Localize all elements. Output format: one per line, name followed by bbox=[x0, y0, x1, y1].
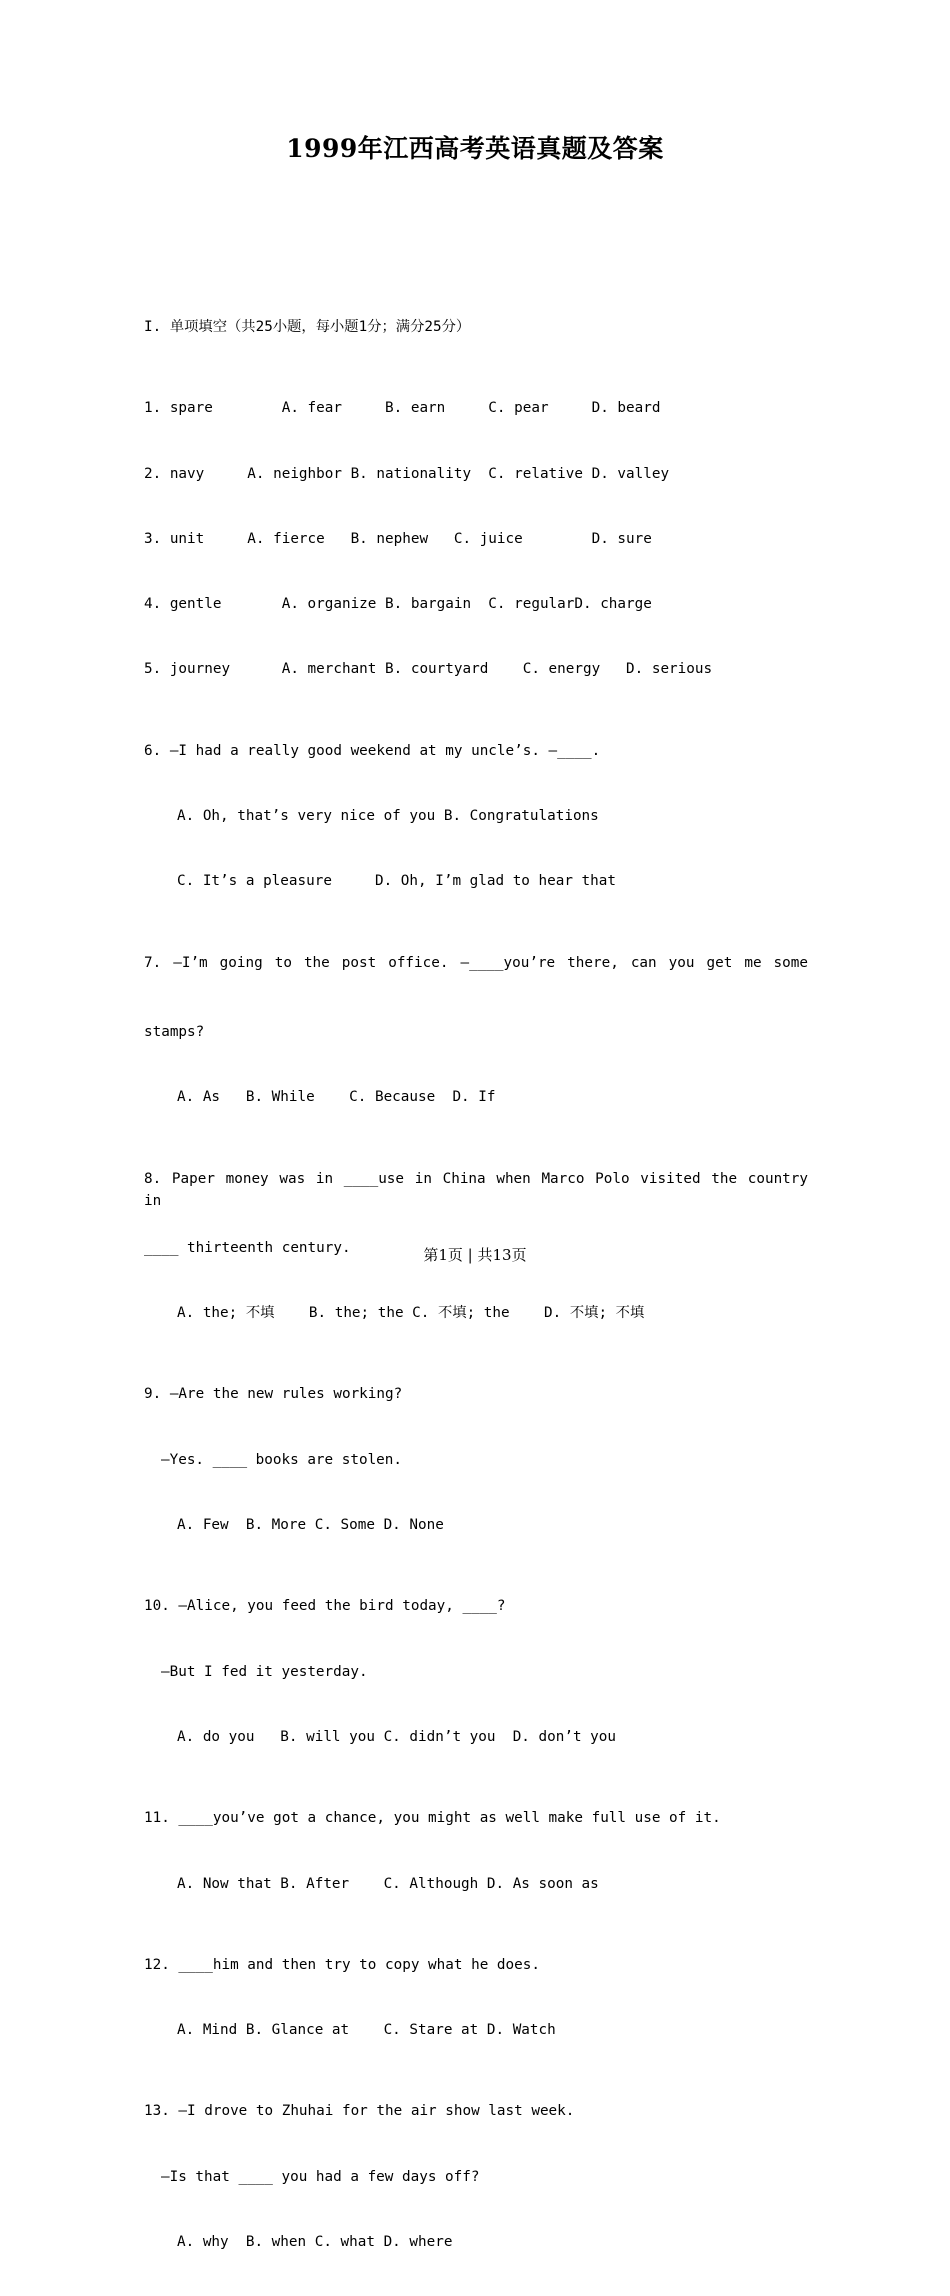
section-heading: I. 单项填空（共25小题，每小题1分；满分25分） bbox=[144, 319, 471, 335]
question-10-stem: 10. —Alice, you feed the bird today, ____? bbox=[144, 1598, 506, 1615]
question-7-options: A. As B. While C. Because D. If bbox=[177, 1089, 496, 1106]
question-4: 4. gentle A. organize B. bargain C. regularD. charge bbox=[144, 596, 652, 613]
question-1: 1. spare A. fear B. earn C. pear D. beard bbox=[144, 400, 661, 417]
question-11-stem: 11. ____you’ve got a chance, you might as well make full use of it. bbox=[144, 1810, 721, 1827]
question-7-stem-continued: stamps? bbox=[144, 1023, 205, 1040]
question-8-options: A. the; 不填 B. the; the C. 不填; the D. 不填; 不填 bbox=[177, 1305, 645, 1322]
question-10-reply: —But I fed it yesterday. bbox=[161, 1663, 368, 1680]
question-13-stem: 13. —I drove to Zhuhai for the air show last week. bbox=[144, 2103, 575, 2120]
question-10-options: A. do you B. will you C. didn’t you D. don’t you bbox=[177, 1728, 616, 1745]
question-5: 5. journey A. merchant B. courtyard C. energy D. serious bbox=[144, 661, 713, 678]
question-13-options: A. why B. when C. what D. where bbox=[177, 2234, 453, 2251]
question-12-stem: 12. ____him and then try to copy what he does. bbox=[144, 1956, 540, 1973]
question-2: 2. navy A. neighbor B. nationality C. relative D. valley bbox=[144, 465, 670, 482]
question-8-stem-continued: ____ thirteenth century. bbox=[144, 1239, 351, 1256]
question-6-stem: 6. —I had a really good weekend at my uncle’s. —____. bbox=[144, 742, 601, 759]
question-13-reply: —Is that ____ you had a few days off? bbox=[161, 2168, 480, 2185]
question-7-stem: 7. —I’m going to the post office. —____you’re there, can you get me some bbox=[144, 954, 808, 971]
page-title: 1999年江西高考英语真题及答案 bbox=[286, 134, 664, 163]
question-9-reply: —Yes. ____ books are stolen. bbox=[161, 1451, 403, 1468]
question-8-stem: 8. Paper money was in ____use in China when Marco Polo visited the country in bbox=[144, 1170, 808, 1209]
question-6-options-cd: C. It’s a pleasure D. Oh, I’m glad to hear that bbox=[177, 873, 616, 890]
page-footer: 第1页 | 共13页 bbox=[423, 1246, 527, 1264]
question-12-options: A. Mind B. Glance at C. Stare at D. Watch bbox=[177, 2022, 556, 2039]
question-9-stem: 9. —Are the new rules working? bbox=[144, 1386, 403, 1403]
question-9-options: A. Few B. More C. Some D. None bbox=[177, 1517, 444, 1534]
question-body bbox=[144, 284, 814, 2296]
question-3: 3. unit A. fierce B. nephew C. juice D. sure bbox=[144, 530, 652, 547]
question-6-options-ab: A. Oh, that’s very nice of you B. Congratulations bbox=[177, 808, 599, 825]
question-11-options: A. Now that B. After C. Although D. As soon as bbox=[177, 1875, 599, 1892]
